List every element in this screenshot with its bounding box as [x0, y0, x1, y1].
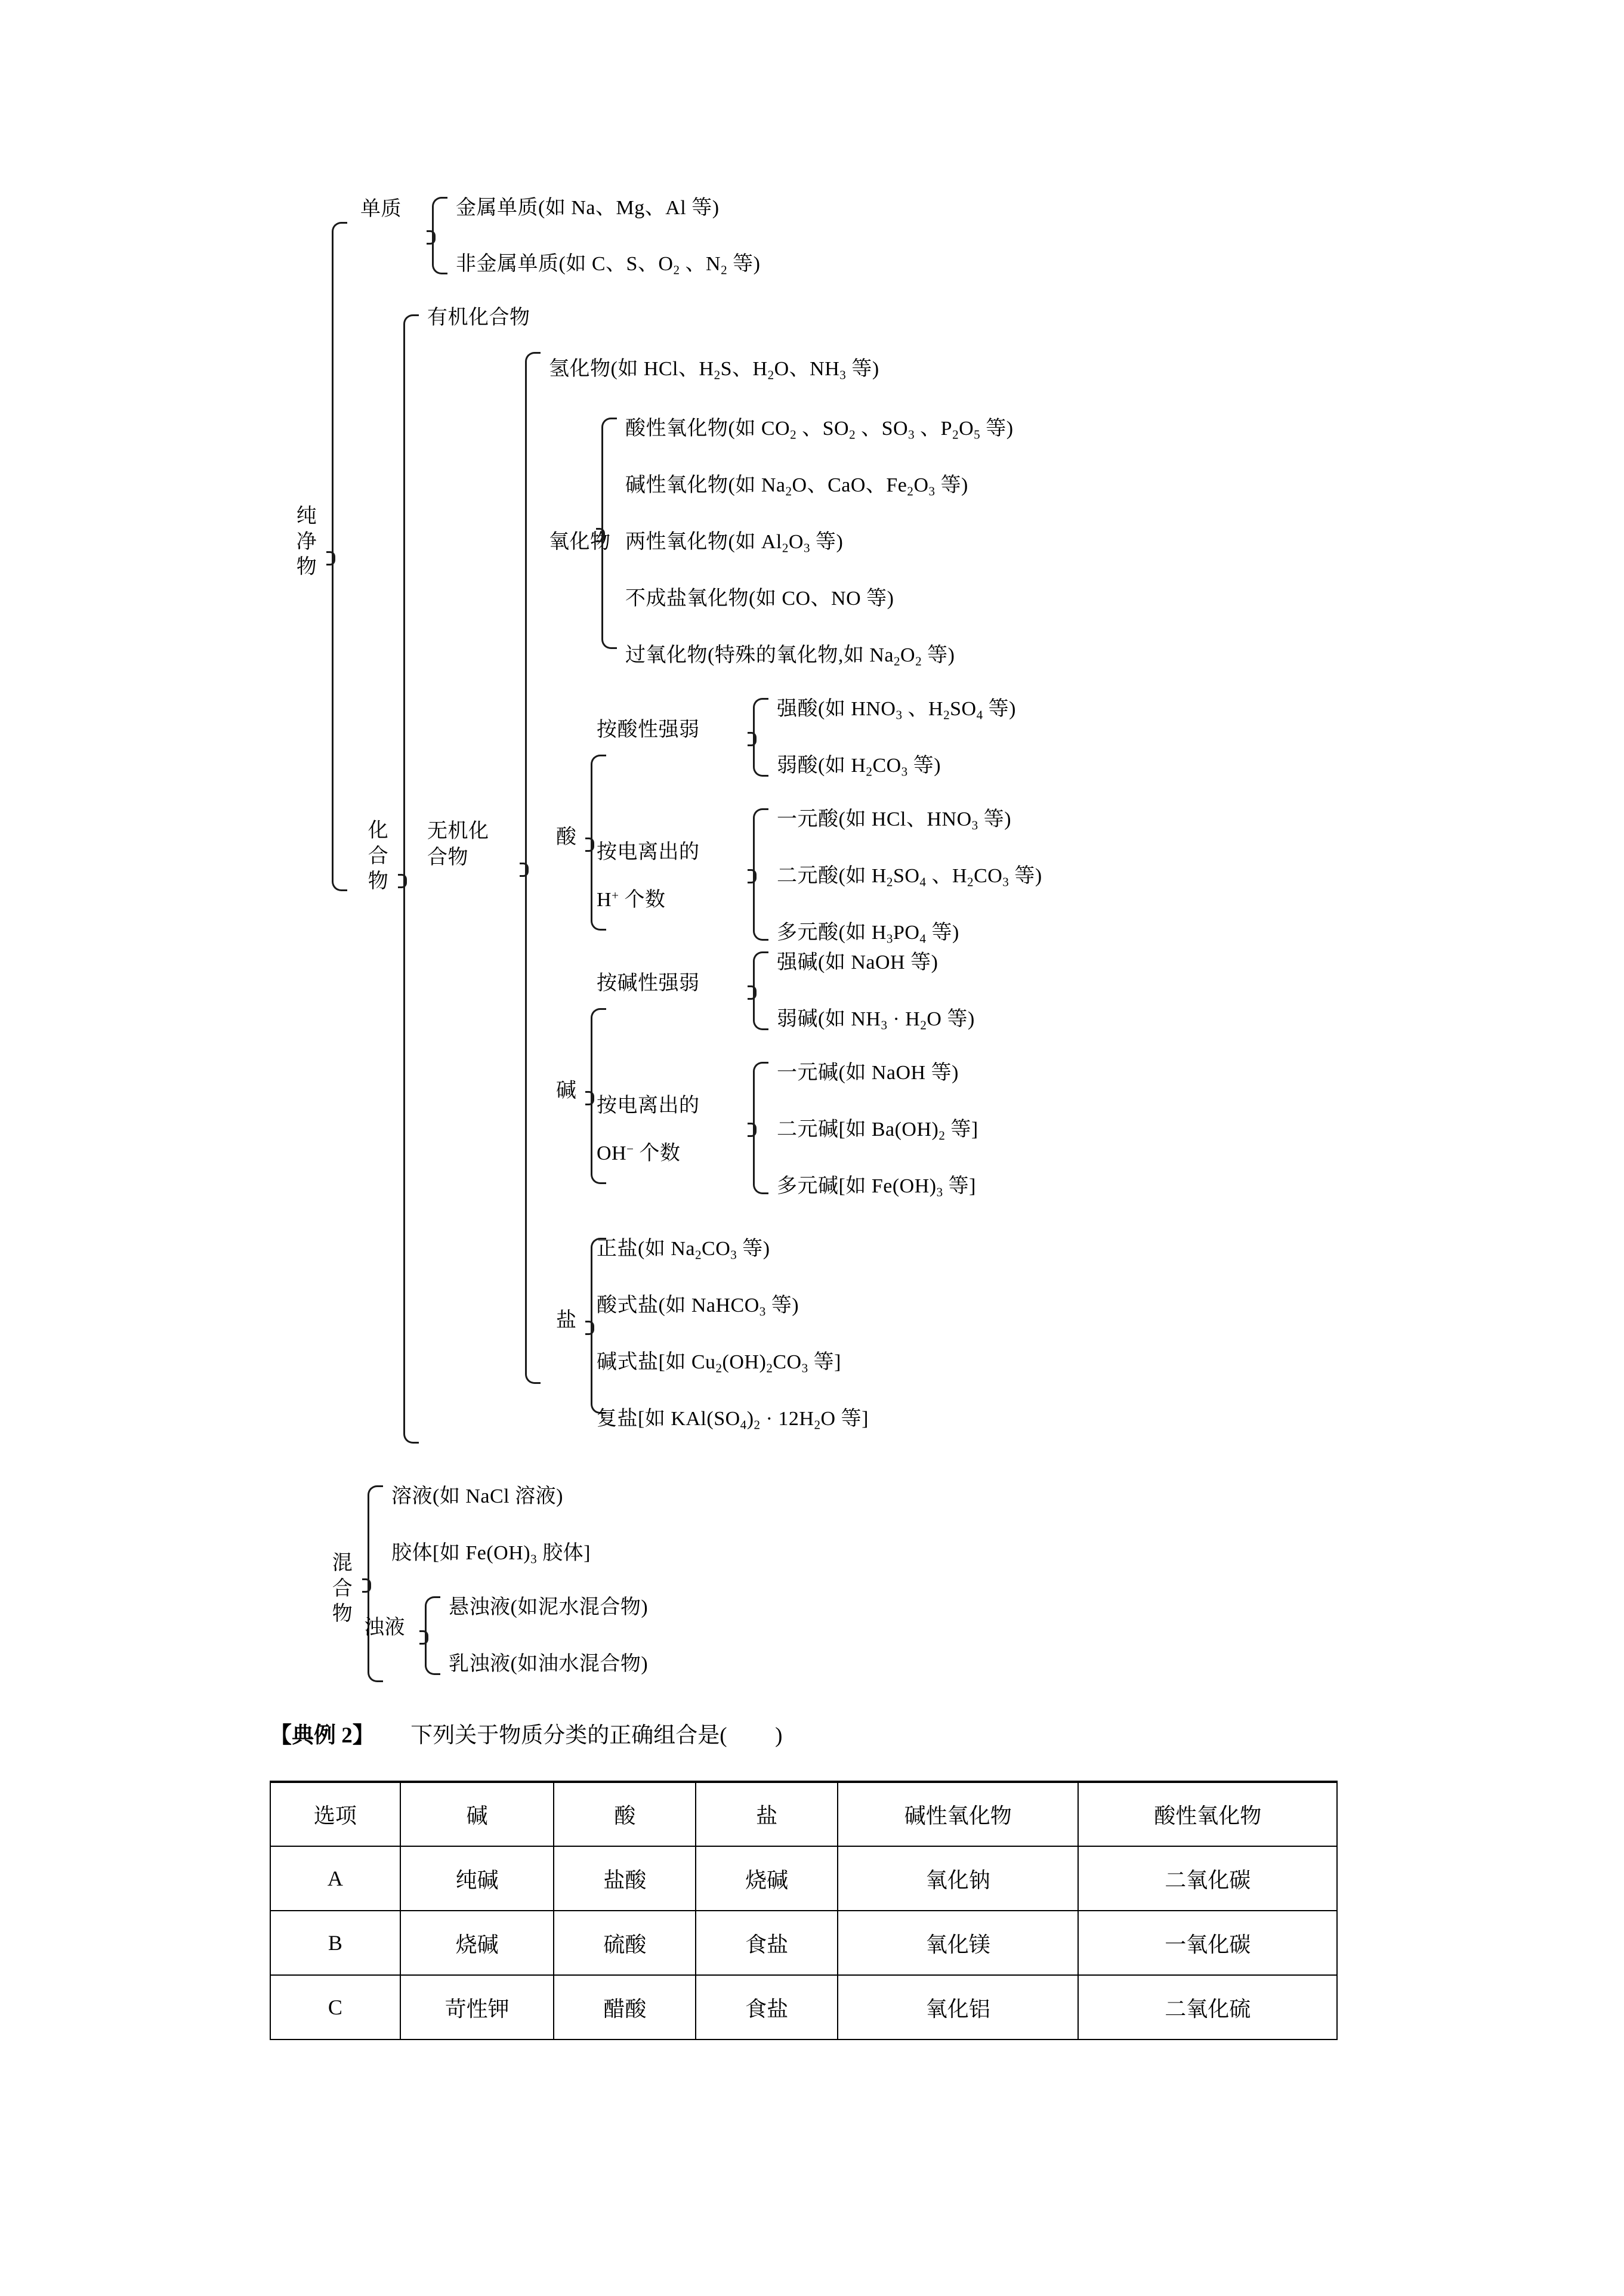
acid-group-protons-label-line1: 按电离出的: [597, 841, 700, 863]
element-child-metal: 金属单质(如 Na、Mg、Al 等): [456, 197, 720, 219]
acid-strong: 强酸(如 $HNO_3$ 、$H_2SO_4$ 等): [777, 698, 1016, 722]
acid-mono: 一元酸(如 HCl、$HNO_3$ 等): [777, 808, 1012, 833]
table-cell-salt: 食盐: [696, 1911, 838, 1975]
table-row[interactable]: [270, 1975, 1337, 2039]
salt-acidic: 酸式盐(如 NaHCO$_3$ 等): [597, 1294, 799, 1319]
brace-mixture: [368, 1485, 383, 1682]
table-cell-option: A: [270, 1846, 400, 1911]
brace-inorganic: [525, 352, 541, 1384]
label-element: 单质: [360, 198, 402, 220]
example-question: [270, 1717, 782, 1749]
combination-table: [270, 1781, 1338, 2040]
table-cell-acid: 醋酸: [554, 1975, 696, 2039]
label-base: 碱: [556, 1080, 577, 1102]
element-child-nonmetal: 非金属单质(如 C、S、$O_2$ 、$N_2$ 等): [456, 253, 761, 277]
base-group-hydroxide-label-line2: OH− 个数: [597, 1142, 681, 1164]
table-cell-salt: 食盐: [696, 1975, 838, 2039]
table-cell-basic-oxide: 氧化钠: [838, 1846, 1079, 1911]
table-cell-base: 纯碱: [400, 1846, 554, 1911]
brace-turbid: [425, 1596, 440, 1675]
base-di: 二元碱[如 $Ba(OH)_2$ 等]: [777, 1118, 978, 1143]
label-turbid: 浊液: [364, 1617, 405, 1639]
turbid-child-emulsion: 乳浊液(如油水混合物): [449, 1653, 649, 1675]
oxide-child-nonsalt: 不成盐氧化物(如 CO、NO 等): [625, 588, 894, 610]
table-row[interactable]: [270, 1911, 1337, 1975]
table-header-acid: 酸: [554, 1782, 696, 1846]
label-inorganic-line2: 合物: [427, 846, 468, 869]
turbid-child-suspension: 悬浊液(如泥水混合物): [449, 1596, 649, 1618]
brace-base-hydroxide: [753, 1062, 768, 1194]
acid-weak: 弱酸(如 $H_2CO_3$ 等): [777, 755, 941, 779]
brace-base-strength: [753, 951, 768, 1030]
oxide-child-amphoteric: 两性氧化物(如 $Al_2O_3$ 等): [625, 531, 844, 555]
table-cell-option: C: [270, 1975, 400, 2039]
acid-poly: 多元酸(如 $H_3PO_4$ 等): [777, 922, 959, 946]
brace-salt: [591, 1238, 606, 1414]
table-cell-basic-oxide: 氧化铝: [838, 1975, 1079, 2039]
label-inorganic-line1: 无机化: [427, 820, 489, 842]
oxide-child-peroxide: 过氧化物(特殊的氧化物,如 $Na_2O_2$ 等): [625, 644, 955, 669]
brace-pure-substance: [332, 222, 347, 891]
acid-group-strength-label: 按酸性强弱: [597, 719, 700, 741]
table-cell-acid: 硫酸: [554, 1911, 696, 1975]
acid-group-protons-label-line2: H+ 个数: [597, 888, 666, 911]
mixture-child-solution: 溶液(如 NaCl 溶液): [391, 1485, 563, 1507]
table-header-row: [270, 1782, 1337, 1846]
table-header-acidic-oxide: 酸性氧化物: [1078, 1782, 1337, 1846]
label-acid: 酸: [556, 826, 577, 848]
table-header-base: 碱: [400, 1782, 554, 1846]
table-row[interactable]: [270, 1846, 1337, 1911]
label-mixture: [331, 1551, 354, 1627]
base-weak: 弱碱(如 $NH_3 \cdot H_2O$ 等): [777, 1008, 975, 1033]
table-cell-acidic-oxide: 二氧化硫: [1078, 1975, 1337, 2039]
table-cell-acidic-oxide: 二氧化碳: [1078, 1846, 1337, 1911]
base-mono: 一元碱(如 NaOH 等): [777, 1062, 959, 1084]
oxide-child-acidic: 酸性氧化物(如 $CO_2$ 、$SO_2$ 、$SO_3$ 、$P_2O_5$ 等): [625, 418, 1014, 442]
table-header-option: 选项: [270, 1782, 400, 1846]
table-header-basic-oxide: 碱性氧化物: [838, 1782, 1079, 1846]
brace-element: [432, 197, 447, 274]
table-cell-acid: 盐酸: [554, 1846, 696, 1911]
brace-compound: [403, 314, 419, 1444]
salt-double: 复盐[如 $KAl(SO_4)_2 \cdot 12H_2O$ 等]: [597, 1408, 869, 1432]
table-cell-acidic-oxide: 一氧化碳: [1078, 1911, 1337, 1975]
example-tag: 【典例 2】: [270, 1723, 375, 1748]
example-question-close: ): [775, 1723, 783, 1748]
mixture-child-colloid: 胶体[如 $Fe(OH)_3$ 胶体]: [391, 1542, 591, 1566]
label-mixture-text: 混合物: [332, 1552, 353, 1625]
label-pure-substance-text: 纯净物: [296, 505, 317, 578]
table-cell-base: 苛性钾: [400, 1975, 554, 2039]
table-header-salt: 盐: [696, 1782, 838, 1846]
oxide-child-basic: 碱性氧化物(如 $Na_2O$、CaO、$Fe_2O_3$ 等): [625, 474, 968, 499]
base-group-strength-label: 按碱性强弱: [597, 972, 700, 994]
table-cell-option: B: [270, 1911, 400, 1975]
table-cell-basic-oxide: 氧化镁: [838, 1911, 1079, 1975]
label-compound-text: 化合物: [368, 820, 389, 892]
brace-acid-protons: [753, 808, 768, 941]
base-strong: 强碱(如 NaOH 等): [777, 951, 938, 974]
example-question-text: 下列关于物质分类的正确组合是(: [410, 1723, 727, 1748]
base-group-hydroxide-label-line1: 按电离出的: [597, 1095, 700, 1117]
label-oxide: 氧化物: [549, 531, 611, 553]
base-poly: 多元碱[如 $Fe(OH)_3$ 等]: [777, 1175, 976, 1200]
label-compound: [366, 818, 390, 895]
table-cell-base: 烧碱: [400, 1911, 554, 1975]
table-cell-salt: 烧碱: [696, 1846, 838, 1911]
inorganic-child-hydride: 氢化物(如 HCl、$H_2S$、$H_2O$、$NH_3$ 等): [549, 358, 879, 382]
label-salt: 盐: [556, 1309, 577, 1331]
salt-basic: 碱式盐[如 $Cu_2(OH)_2CO_3$ 等]: [597, 1351, 841, 1376]
label-inorganic: [427, 818, 523, 871]
label-pure-substance: [295, 504, 319, 580]
compound-child-organic: 有机化合物: [427, 307, 530, 329]
salt-normal: 正盐(如 $Na_2CO_3$ 等): [597, 1238, 770, 1262]
acid-di: 二元酸(如 $H_2SO_4$ 、$H_2CO_3$ 等): [777, 865, 1042, 889]
brace-acid-strength: [753, 698, 768, 777]
